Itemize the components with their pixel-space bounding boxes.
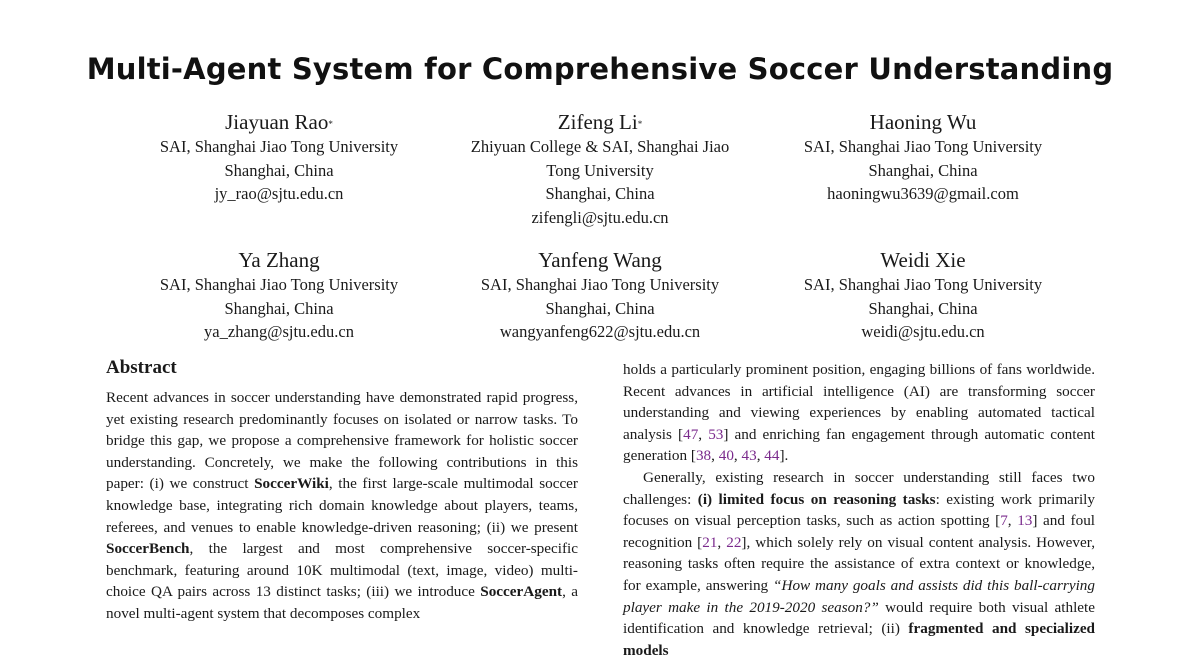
author-email[interactable]: haoningwu3639@gmail.com — [827, 184, 1019, 203]
author-name: Haoning Wu — [869, 110, 977, 134]
author-block-3 — [758, 110, 1088, 206]
author-block-5 — [435, 248, 765, 344]
abstract-heading: Abstract — [106, 357, 177, 378]
author-email[interactable]: wangyanfeng622@sjtu.edu.cn — [499, 322, 701, 341]
citation-link[interactable]: 53 — [708, 425, 724, 443]
author-block-4 — [114, 248, 444, 344]
author-name: Weidi Xie — [880, 248, 966, 272]
author-email[interactable]: zifengli@sjtu.edu.cn — [531, 207, 669, 227]
author-name: Jiayuan Rao* — [225, 110, 333, 134]
author-name: Ya Zhang — [238, 248, 320, 272]
citation-link[interactable]: 7 — [1000, 512, 1008, 530]
author-name: Zifeng Li* — [557, 110, 643, 134]
author-location: Shanghai, China — [224, 298, 334, 318]
author-email[interactable]: jy_rao@sjtu.edu.cn — [214, 184, 344, 203]
author-email[interactable]: weidi@sjtu.edu.cn — [861, 322, 985, 341]
author-block-2 — [435, 110, 765, 229]
author-affiliation: SAI, Shanghai Jiao Tong University — [803, 275, 1043, 294]
citation-link[interactable]: 22 — [726, 533, 742, 551]
author-name: Yanfeng Wang — [538, 248, 662, 272]
author-affiliation: SAI, Shanghai Jiao Tong University — [480, 275, 720, 294]
introduction-body — [623, 359, 1096, 659]
author-location: Shanghai, China — [224, 160, 334, 180]
author-location: Shanghai, China — [868, 160, 978, 180]
citation-link[interactable]: 43 — [741, 447, 757, 465]
author-affiliation-cont: Tong University — [546, 160, 654, 180]
author-affiliation: SAI, Shanghai Jiao Tong University — [159, 137, 399, 156]
intro-paragraph-1: holds a particularly prominent position, engaging billions of fans worldwide. Recent advances in artificial intelligence (AI) are transforming soccer understanding and viewing experiences by enabling automated tactical analysis [47, 53] and enriching fan engagement through automatic content generation [38, 40, 43, 44]. — [623, 361, 1096, 465]
author-affiliation: SAI, Shanghai Jiao Tong University — [159, 275, 399, 294]
author-location: Shanghai, China — [868, 298, 978, 318]
citation-link[interactable]: 38 — [695, 447, 712, 465]
paper-title: Multi-Agent System for Comprehensive Soccer Understanding — [86, 52, 1114, 86]
author-email[interactable]: ya_zhang@sjtu.edu.cn — [204, 322, 354, 341]
citation-link[interactable]: 21 — [702, 533, 718, 551]
author-block-1 — [114, 110, 444, 206]
citation-link[interactable]: 13 — [1017, 512, 1033, 530]
intro-paragraph-2: Generally, existing research in soccer understanding still faces two challenges: (i) limited focus on reasoning tasks: existing work primarily focuses on visual perception tasks, such as action spotting [7, 13] and foul recognition [21, 22], which solely rely on visual content analysis. However, reasoning tasks often require the assistance of extra context or knowledge, for example, answering “How many goals and assists did this ball-carrying player make in the 2019-2020 season?” would require both visual athlete identification and knowledge retrieval; (ii) fragmented and specialized models — [623, 468, 1096, 659]
author-location: Shanghai, China — [545, 298, 655, 318]
citation-link[interactable]: 44 — [764, 447, 780, 465]
citation-link[interactable]: 40 — [718, 447, 734, 465]
author-affiliation: SAI, Shanghai Jiao Tong University — [803, 137, 1043, 156]
author-location: Shanghai, China — [545, 184, 655, 203]
abstract-paragraph: Recent advances in soccer understanding have demonstrated rapid progress, yet existing research predominantly focuses on isolated or narrow tasks. To bridge this gap, we propose a comprehensive framework for holistic soccer understanding. Concretely, we make the following contributions in this paper: (i) we construct SoccerWiki, the first large-scale multimodal soccer knowledge base, integrating rich domain knowledge about players, teams, referees, and venues to enable knowledge-driven reasoning; (ii) we present SoccerBench, the largest and most comprehensive soccer-specific benchmark, featuring around 10K multimodal (text, image, video) multi-choice QA pairs across 13 distinct tasks; (iii) we introduce SoccerAgent, a novel multi-agent system that decomposes complex — [106, 389, 578, 622]
abstract-body — [106, 387, 578, 648]
author-block-6 — [758, 248, 1088, 344]
author-affiliation: Zhiyuan College & SAI, Shanghai Jiao — [470, 137, 730, 156]
citation-link[interactable]: 47 — [683, 425, 699, 443]
